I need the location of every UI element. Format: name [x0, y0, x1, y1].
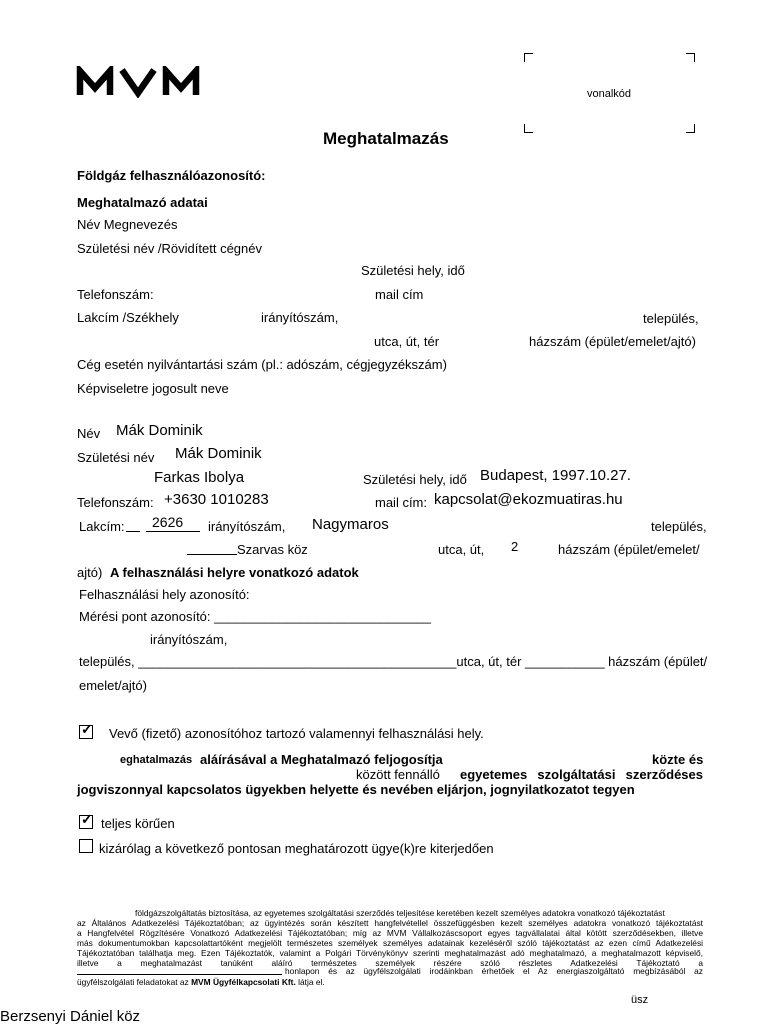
- auth-line2-b: egyetemes szolgáltatási szerződéses: [460, 767, 703, 782]
- attorney-city-label: település,: [651, 519, 707, 534]
- barcode-corner: [686, 53, 695, 62]
- specific-scope-label: kizárólag a következő pontosan meghatározott ügye(k)re kiterjedően: [99, 841, 494, 856]
- auth-line2-a: között fennálló: [356, 767, 440, 782]
- footer-line6: illetve a meghatalmazást tanúként aláíró természetes személyek részére szóló részletes Adatkezelési Tájékoztató a: [77, 958, 703, 968]
- attorney-email-value: kapcsolat@ekozmuatiras.hu: [434, 491, 623, 508]
- usage-site-id-label: Felhasználási hely azonosító:: [79, 587, 250, 602]
- auth-line1-b: aláírásával a Meghatalmazó feljogosítja: [200, 752, 443, 767]
- all-sites-checkbox[interactable]: ✓: [81, 721, 93, 737]
- footer-line8-c: látja el.: [298, 977, 325, 987]
- usage-site-heading: A felhasználási helyre vonatkozó adatok: [110, 565, 359, 580]
- attorney-zip-value: 2626: [152, 514, 184, 530]
- attorney-birth-place-label: Születési hely, idő: [363, 472, 467, 487]
- footer-blank-line: [77, 974, 282, 975]
- attorney-house-label: házszám (épület/emelet/: [558, 542, 700, 557]
- attorney-birth-place-value: Budapest, 1997.10.27.: [480, 467, 631, 484]
- bottom-street-text: Berzsenyi Dániel köz: [0, 1008, 141, 1025]
- grantor-email-label: mail cím: [375, 287, 424, 302]
- attorney-birth-name-value: Mák Dominik: [175, 445, 262, 462]
- attorney-name-value: Mák Dominik: [116, 422, 203, 439]
- footer-line8-b: MVM Ügyfélkapcsolati Kft.: [191, 977, 296, 987]
- grantor-phone-label: Telefonszám:: [77, 287, 154, 302]
- barcode-corner: [524, 53, 533, 62]
- attorney-address-label: Lakcím:: [79, 519, 125, 534]
- full-scope-label: teljes körűen: [101, 816, 175, 831]
- page-title: Meghatalmazás: [323, 129, 449, 148]
- footer-line8: [77, 977, 325, 987]
- grantor-zip-label: irányítószám,: [261, 310, 339, 325]
- attorney-email-label: mail cím:: [375, 495, 427, 510]
- grantor-address-label: Lakcím /Székhely: [77, 310, 179, 325]
- company-reg-label: Cég esetén nyilvántartási szám (pl.: adószám, cégjegyzékszám): [77, 357, 447, 372]
- attorney-name-label: Név: [77, 426, 101, 441]
- grantor-birth-name-label: Születési név /Rövidített cégnév: [77, 241, 262, 256]
- footer-line5: Tájékoztatóban találhatja meg. Ezen Tájékoztatók, valamint a Polgári Törvénykönyv szerinti meghatalmazást adó meghatalmazó, a meghatalmazott képviselő,: [77, 948, 703, 958]
- grantor-street-label: utca, út, tér: [374, 334, 440, 349]
- footer-usz: üsz: [631, 994, 649, 1006]
- attorney-city-value: Nagymaros: [312, 516, 389, 533]
- barcode-label: vonalkód: [587, 88, 632, 100]
- footer-line3: a Hangfelvétel Rögzítésére Vonatkozó Adatkezelési Tájékoztatóban; míg az MVM Vállalkozáscsoport egyes tagvállalatai által kötött szerződésekben, illetve: [77, 928, 703, 938]
- attorney-house-value: 2: [511, 539, 519, 554]
- attorney-street-value: Szarvas köz: [237, 542, 308, 557]
- specific-scope-checkbox[interactable]: [79, 839, 93, 853]
- attorney-phone-label: Telefonszám:: [77, 495, 154, 510]
- representative-label: Képviseletre jogosult neve: [77, 381, 229, 396]
- attorney-zip-label: irányítószám,: [208, 519, 286, 534]
- usage-zip-label: irányítószám,: [150, 632, 228, 647]
- attorney-street-label: utca, út,: [438, 542, 485, 557]
- footer-line2: az Általános Adatkezelési Tájékoztatóban; az ügyintézés során készített hangfelvétellel összefüggésben kezelt személyes adatokra vonatkozó tájékoztatást: [77, 918, 703, 928]
- footer-line4: más dokumentumokban kapcsolattartóként megjelölt természetes személyek személyes adatainak kezeléséről szóló tájékoztatást az ezen című Adatkezelési: [77, 938, 703, 948]
- barcode-corner: [524, 124, 533, 133]
- usage-city-line: település, ____________________________________________utca, út, tér ___________ házszám (épület/: [79, 654, 708, 669]
- attorney-house-label-end: ajtó): [77, 565, 103, 580]
- grantor-house-label: házszám (épület/emelet/ajtó): [529, 334, 696, 349]
- footer-line7: honlapon és az ügyfélszolgálati irodáinkban érhetőek el Az energiaszolgáltató megbízásából az: [285, 966, 703, 976]
- grantor-name-label: Név Megnevezés: [77, 217, 178, 232]
- footer-line1: földgázszolgáltatás biztosítása, az egyetemes szolgáltatási szerződés teljesítése keretében kezelt személyes adatokra vonatkozó tájékoztatást: [135, 908, 665, 918]
- grantor-city-label: település,: [643, 311, 699, 326]
- underline: [146, 531, 200, 532]
- auth-line3: jogviszonnyal kapcsolatos ügyekben helyette és nevében eljárjon, jognyilatkozatot tegyen: [77, 782, 635, 797]
- underline: [187, 554, 237, 555]
- attorney-mother-value: Farkas Ibolya: [154, 469, 245, 486]
- underline: [126, 531, 140, 532]
- usage-city-line-end: emelet/ajtó): [79, 678, 147, 693]
- full-scope-checkbox[interactable]: ✓: [81, 811, 93, 827]
- auth-line1-a: eghatalmazás: [120, 754, 193, 766]
- all-sites-label: Vevő (fizető) azonosítóhoz tartozó valamennyi felhasználási hely.: [109, 726, 484, 741]
- attorney-birth-name-label: Születési név: [77, 450, 155, 465]
- gas-user-id-label: Földgáz felhasználóazonosító:: [77, 168, 266, 183]
- auth-line1-c: közte és: [652, 752, 704, 767]
- barcode-corner: [686, 124, 695, 133]
- meter-id-label: Mérési pont azonosító: ______________________________: [79, 609, 432, 624]
- grantor-heading: Meghatalmazó adatai: [77, 195, 208, 210]
- footer-line8-a: ügyfélszolgálati feladatokat az: [77, 977, 189, 987]
- attorney-phone-value: +3630 1010283: [164, 491, 269, 508]
- mvm-logo: [76, 66, 204, 98]
- grantor-birth-place-label: Születési hely, idő: [361, 263, 465, 278]
